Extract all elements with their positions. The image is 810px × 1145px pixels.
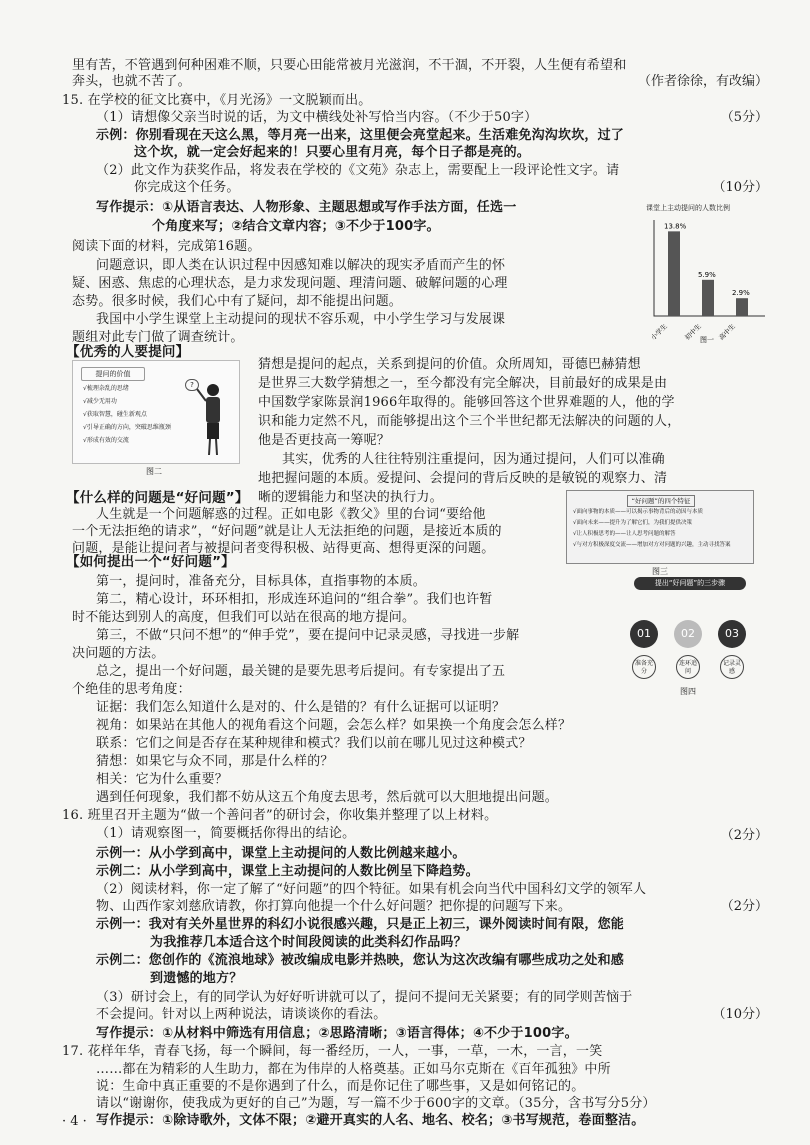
chart-title: 课堂上主动提问的人数比例 (646, 204, 730, 212)
text-line: 识和能力定然不凡，而能够提出这个三个半世纪都无法解决的问题的人， (258, 414, 681, 429)
text-line: 猜想：如果它与众不同，那是什么样的？ (96, 754, 334, 769)
chart-bar (702, 280, 714, 316)
text-line: 相关：它为什么重要？ (96, 772, 229, 787)
text-line: 遇到任何现象，我们都不妨从这五个角度去思考，然后就可以大胆地提出问题。 (96, 790, 559, 805)
fig2-item: √减少无用功 (83, 398, 117, 405)
fig3-item: √与对方积极深度交流——增加对方对问题的兴趣，主动寻找答案 (573, 542, 731, 548)
text-line: （2）此文作为获奖作品，将发表在学校的《文苑》杂志上，需要配上一段评论性文字。请 (96, 163, 620, 178)
text-line: 个绝佳的思考角度： (72, 682, 191, 697)
text-line: 一个无法拒绝的请求”，“好问题”就是让人无法拒绝的问题，是接近本质的 (72, 524, 502, 539)
text-line: 写作提示：①从语言表达、人物形象、主题思想或写作手法方面，任选一 (96, 200, 517, 215)
score-note: （2分） (720, 828, 768, 843)
text-line: 阅读下面的材料，完成第16题。 (72, 239, 261, 254)
text-line: （1）请观察图一，简要概括你得出的结论。 (96, 826, 356, 841)
text-line: 证据：我们怎么知道什么是对的、什么是错的？有什么证据可以证明？ (96, 700, 506, 715)
text-line: 问题意识，即人类在认识过程中因感知难以解决的现实矛盾而产生的怀 (96, 258, 506, 273)
text-line: 猜想是提问的起点，关系到提问的价值。众所周知，哥德巴赫猜想 (258, 357, 641, 372)
text-line: 16. 班里召开主题为“做一个善问者”的研讨会，你收集并整理了以上材料。 (62, 808, 498, 823)
score-note: （2分） (720, 899, 768, 914)
chart-value-label: 13.8% (664, 222, 687, 231)
text-line: 里有苦，不管遇到何种困难不顺，只要心田能常被月光滋润，不干涸，不开裂，人生便有希望和 (72, 58, 627, 73)
text-line: 示例一：我对有关外星世界的科幻小说很感兴趣，只是正上初三，课外阅读时间有限，您能 (96, 917, 625, 932)
text-line: 物、山西作家刘慈欣请教，你打算向他提一个什么好问题？把你提的问题写下来。 (96, 899, 572, 914)
score-note: （10分） (712, 1007, 768, 1022)
text-line: 我国中小学生课堂上主动提问的现状不容乐观，中小学生学习与发展课 (96, 312, 506, 327)
text-line: 第一，提问时，准备充分，目标具体，直指事物的本质。 (96, 574, 427, 589)
text-line: ……都在为精彩的人生助力，都在为伟岸的人格奠基。正如马尔克斯在《百年孤独》中所 (96, 1062, 611, 1077)
fig2-item: √引导正确的方向，突破思维瓶颈 (83, 424, 171, 431)
fig3-list (573, 509, 731, 553)
text-line: 示例二：您创作的《流浪地球》被改编成电影并热映，您认为这次改编有哪些成功之处和感 (96, 953, 625, 968)
fig2-caption: 图二 (146, 467, 162, 476)
speech-bubble-icon: ? (185, 379, 199, 391)
text-line: 示例二：从小学到高中，课堂上主动提问的人数比例呈下降趋势。 (96, 864, 479, 879)
text-line: 这个坎，就一定会好起来的！只要心里有月亮，每个日子都是亮的。 (134, 145, 531, 160)
text-line: 人生就是一个问题解惑的过程。正如电影《教父》里的台词“要给他 (96, 507, 486, 522)
text-line: 15. 在学校的征文比赛中，《月光汤》一文脱颖而出。 (62, 93, 372, 108)
text-line: 疑、困惑、焦虑的心理状态，是力求发现问题、理清问题、破解问题的心理 (72, 276, 508, 291)
fig2-item: √梳理杂乱的思绪 (83, 385, 129, 392)
text-line: 第二，精心设计，环环相扣，形成连环追问的“组合拳”。我们也许暂 (96, 592, 493, 607)
score-note: （作者徐徐，有改编） (637, 74, 768, 89)
figure-3-panel (566, 490, 754, 564)
text-line: 示例一：从小学到高中，课堂上主动提问的人数比例越来越小。 (96, 846, 466, 861)
text-line: 17. 花样年华，青春飞扬，每一个瞬间，每一番经历，一人，一事，一草，一木，一言，一笑 (62, 1044, 603, 1059)
fig2-list (83, 385, 171, 450)
bar-chart-svg (640, 204, 775, 344)
text-line: 他是否更技高一筹呢？ (258, 433, 391, 448)
text-line: 奔头，也就不苦了。 (72, 74, 191, 89)
text-line: 【如何提出一个“好问题”】 (66, 554, 235, 570)
chart-bar (736, 298, 748, 316)
text-line: 不会提问。针对以上两种说法，请谈谈你的看法。 (96, 1007, 387, 1022)
score-note: （10分） (712, 180, 768, 195)
text-line: 地把握问题的本质。爱提问、会提问的背后反映的是敏锐的观察力、清 (258, 471, 668, 486)
chart-category-label: 小学生 (649, 322, 669, 342)
text-line: 写作提示：①从材料中筛选有用信息；②思路清晰；③语言得体；④不少于100字。 (96, 1026, 578, 1041)
text-line: 题组对此专门做了调查统计。 (72, 330, 244, 345)
text-line: 为我推荐几本适合这个时间段阅读的此类科幻作品吗？ (150, 935, 467, 950)
chart-category-label: 初中生 (683, 322, 703, 342)
fig3-item: √面向未来——提升为了解它们，为我们提供决策 (573, 520, 693, 526)
step-number-badge: 02 (674, 620, 702, 648)
fig2-item: √获取智慧，碰生新观点 (83, 411, 147, 418)
figure-4-steps (624, 575, 754, 693)
person-illustration (191, 381, 231, 463)
text-line: 到遗憾的地方？ (150, 971, 243, 986)
text-line: 个角度来写；②结合文章内容；③不少于100字。 (152, 219, 440, 234)
chart-category-label: 高中生 (717, 322, 737, 342)
step-label: 准备充分 (632, 655, 656, 679)
chart-caption: 图一 (700, 336, 714, 344)
text-line: 总之，提出一个好问题，最关键的是要先思考后提问。有专家提出了五 (96, 664, 506, 679)
fig3-caption: 图三 (652, 567, 668, 576)
text-line: 说：生命中真正重要的不是你遇到了什么，而是你记住了哪些事，又是如何铭记的。 (96, 1079, 585, 1094)
text-line: 请以“谢谢你，使我成为更好的自己”为题，写一篇不少于600字的文章。（35分，含书写分5分） (96, 1096, 656, 1111)
step-label: 连环追问 (676, 655, 700, 679)
fig2-item: √形成有效的交流 (83, 437, 129, 444)
fig3-item: √让人积极思考的——让人思考问题的解答 (573, 531, 676, 537)
step-number-badge: 01 (630, 620, 658, 648)
text-line: 第三，不做“只问不想”的“伸手党”，要在提问中记录灵感，寻找进一步解 (96, 628, 520, 643)
text-line: 写作提示：①除诗歌外，文体不限；②避开真实的人名、地名、校名；③书写规范，卷面整洁。 (96, 1113, 645, 1128)
text-line: 联系：它们之间是否存在某种规律和模式？我们以前在哪儿见过这种模式？ (96, 736, 532, 751)
figure-2-panel (72, 360, 240, 464)
score-note: （5分） (720, 110, 768, 125)
chart-value-label: 2.9% (732, 289, 750, 298)
text-line: 晰的逻辑能力和坚决的执行力。 (258, 490, 443, 505)
text-line: 示例：你别看现在天这么黑，等月亮一出来，这里便会亮堂起来。生活难免沟沟坎坎，过了 (96, 128, 625, 143)
text-line: 【优秀的人要提问】 (66, 344, 190, 360)
text-line: 是世界三大数学猜想之一，至今都没有完全解决，目前最好的成果是由 (258, 376, 668, 391)
text-line: （1）请想像父亲当时说的话，为文中横线处补写恰当内容。（不少于50字） (96, 110, 538, 125)
text-line: 视角：如果站在其他人的视角看这个问题，会怎么样？如果换一个角度会怎么样？ (96, 718, 572, 733)
fig2-title: 提问的价值 (81, 367, 145, 381)
page-number: · 4 · (62, 1114, 87, 1129)
step-label: 记录灵感 (720, 655, 744, 679)
text-line: 你完成这个任务。 (134, 180, 240, 195)
text-line: 时不能达到别人的高度，但我们可以站在很高的地方提问。 (72, 610, 416, 625)
fig4-title: 提出“好问题”的三步骤 (634, 577, 746, 590)
text-line: 问题，是能让提问者与被提问者变得积极、站得更高、想得更深的问题。 (72, 541, 495, 556)
fig4-caption: 图四 (680, 687, 696, 696)
text-line: 【什么样的问题是“好问题”】 (66, 490, 249, 506)
fig3-title: “好问题”的四个特征 (627, 495, 695, 507)
fig3-item: √面向事物的本质——可以揭示事物背后的动因与本质 (573, 509, 704, 515)
text-line: 态势。很多时候，我们心中有了疑问，却不能提出问题。 (72, 294, 403, 309)
text-line: （2）阅读材料，你一定了解了“好问题”的四个特征。如果有机会向当代中国科幻文学的领军人 (96, 882, 647, 897)
text-line: 中国数学家陈景润1966年取得的。能够回答这个世界难题的人，他的学 (258, 395, 675, 410)
text-line: 决问题的方法。 (72, 646, 165, 661)
text-line: 其实，优秀的人往往特别注重提问，因为通过提问，人们可以准确 (282, 452, 665, 467)
chart-bar (668, 231, 680, 316)
figure-1-chart (640, 204, 775, 344)
text-line: （3）研讨会上，有的同学认为好好听讲就可以了，提问不提问无关紧要；有的同学则苦恼于 (96, 990, 633, 1005)
step-number-badge: 03 (718, 620, 746, 648)
chart-value-label: 5.9% (698, 270, 716, 279)
